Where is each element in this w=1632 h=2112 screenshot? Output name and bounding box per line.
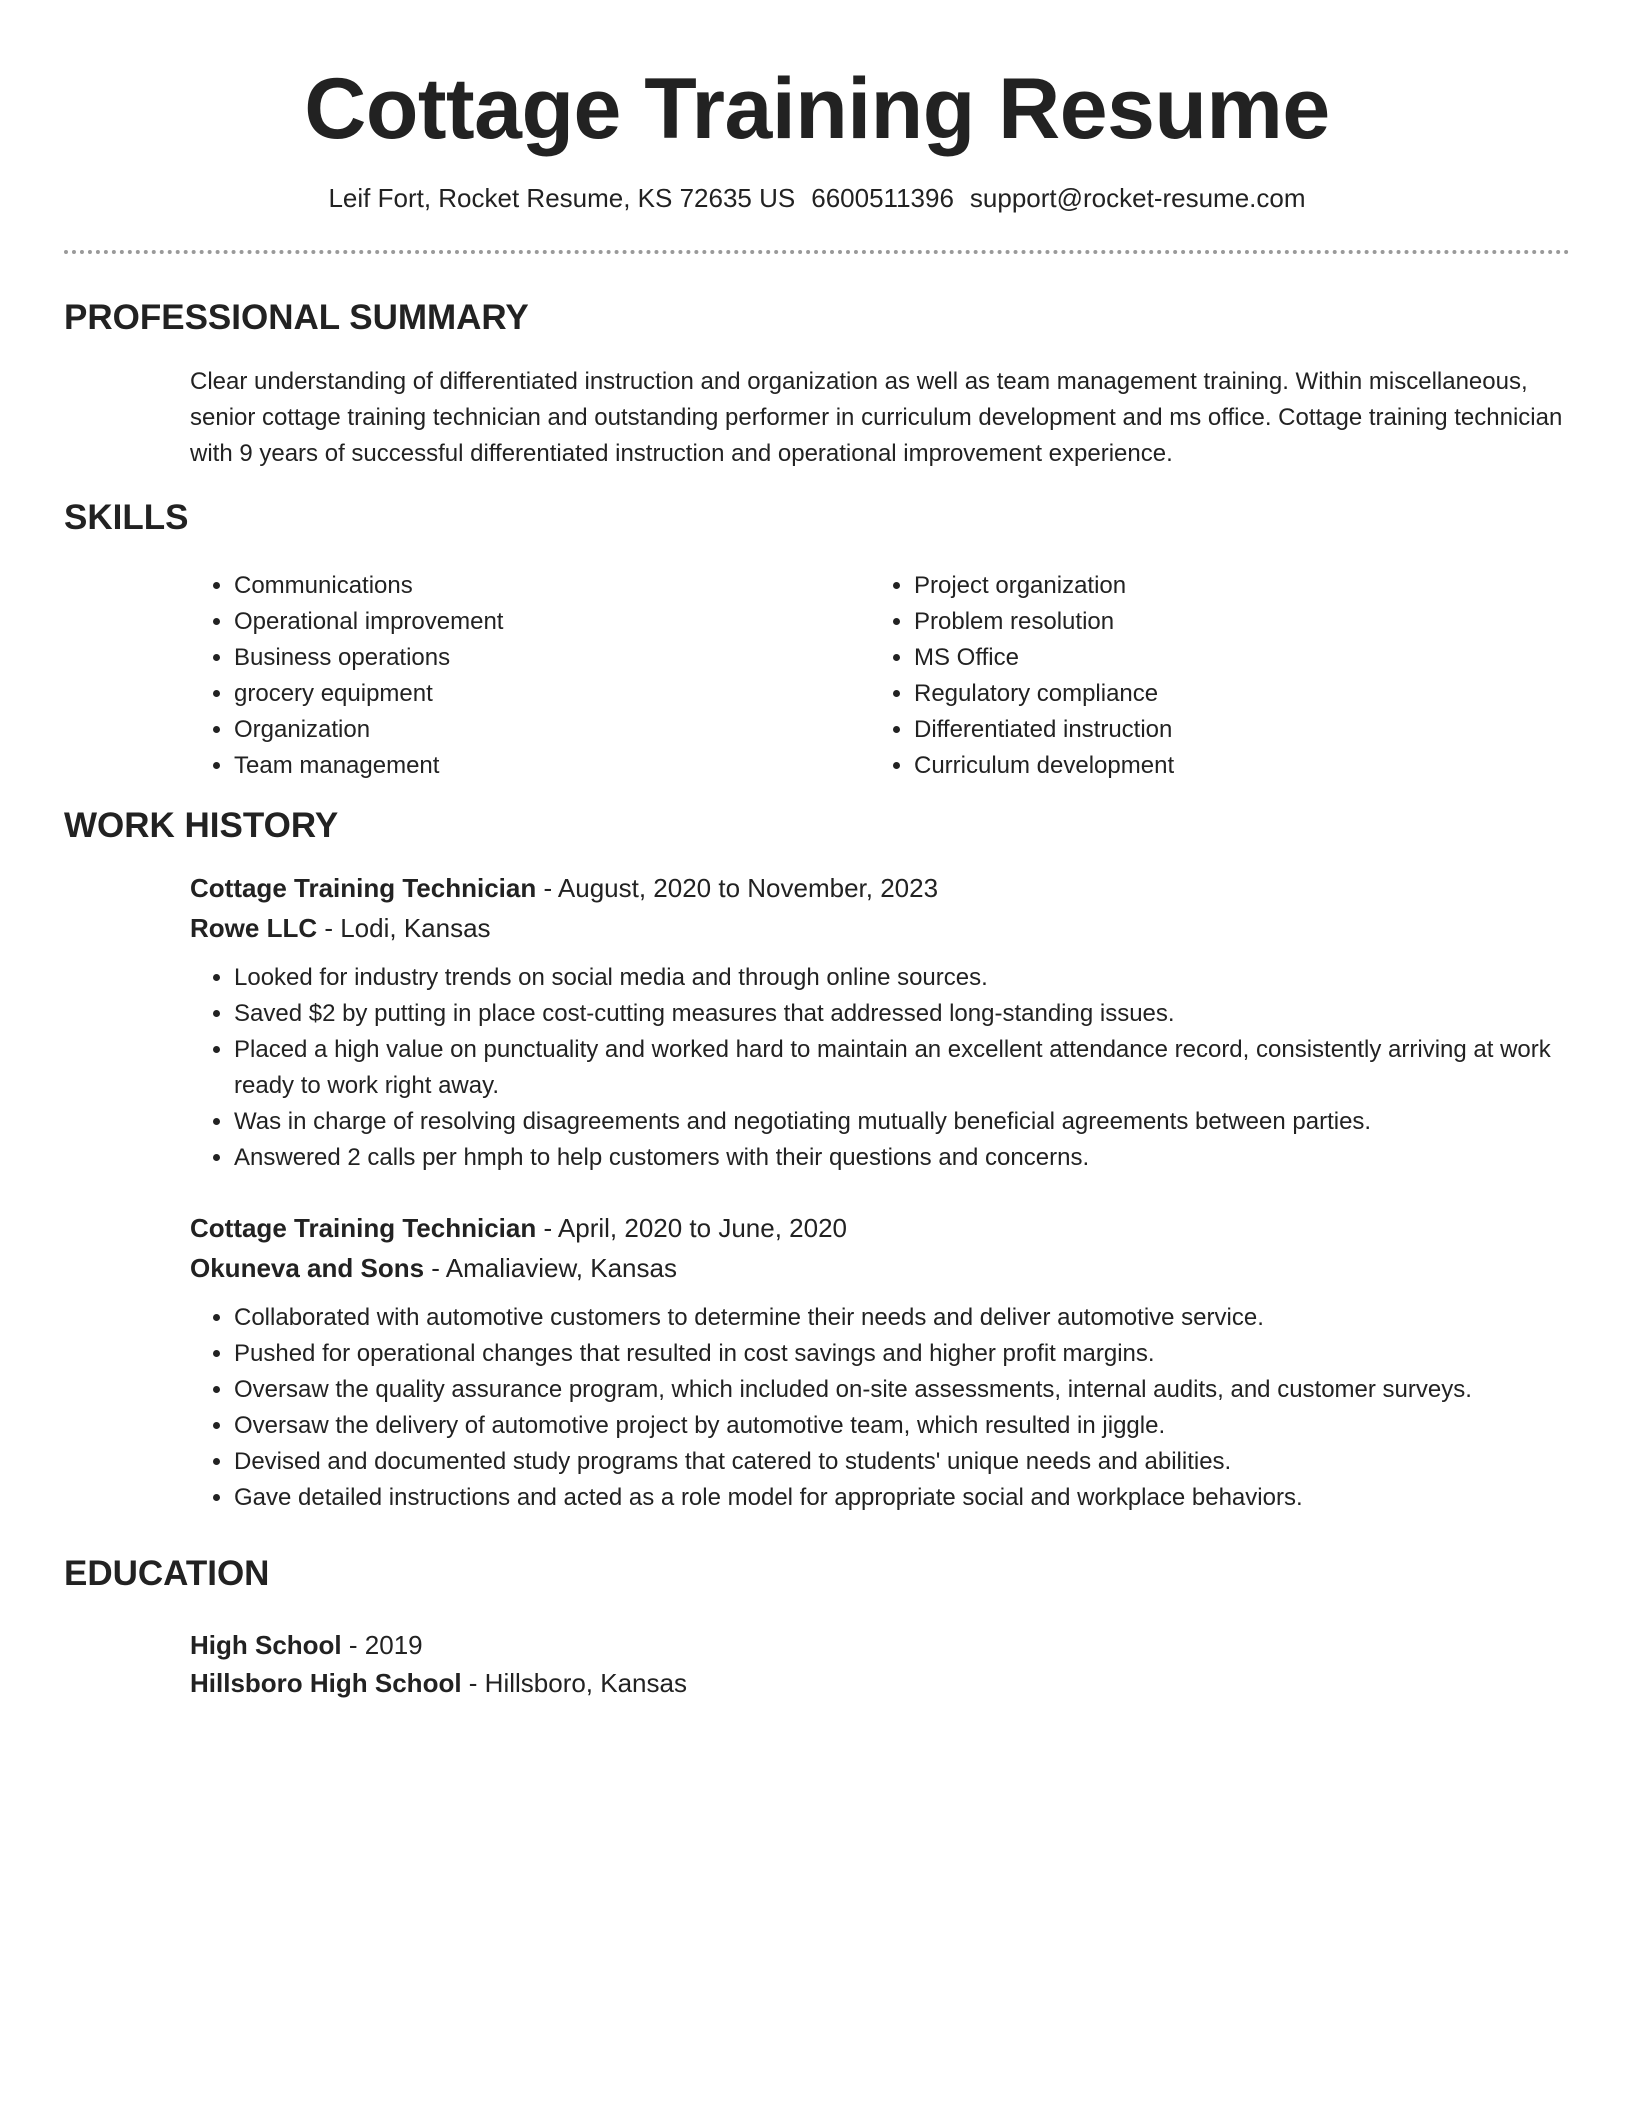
job-dates: - August, 2020 to November, 2023: [536, 873, 939, 903]
job-bullet: • Oversaw the delivery of automotive project by automotive team, which resulted in jiggle.: [234, 1408, 1570, 1444]
job-bullet: • Pushed for operational changes that resulted in cost savings and higher profit margins.: [234, 1336, 1570, 1372]
contact-line: [64, 178, 1570, 218]
skill-item: • Problem resolution: [914, 604, 1174, 640]
job-title: Cottage Training Technician: [190, 1213, 537, 1243]
job-dates: - April, 2020 to June, 2020: [536, 1213, 848, 1243]
skill-item: • Organization: [234, 712, 503, 748]
job-location: - Lodi, Kansas: [317, 913, 491, 943]
resume-page: [64, 0, 1570, 2112]
skill-item: • grocery equipment: [234, 676, 503, 712]
skill-item: • Communications: [234, 568, 503, 604]
skill-item: • Operational improvement: [234, 604, 503, 640]
skill-item: • Project organization: [914, 568, 1174, 604]
job-company-line: [190, 1248, 1570, 1288]
job-bullet: • Collaborated with automotive customers to determine their needs and deliver automotive service.: [234, 1300, 1570, 1336]
job-bullet: • Gave detailed instructions and acted as a role model for appropriate social and workplace behaviors.: [234, 1480, 1570, 1516]
education-entry: [190, 1626, 1570, 1702]
job-bullets: [190, 1300, 1570, 1516]
education-year: - 2019: [341, 1630, 423, 1660]
skills-column-right: [870, 568, 1174, 784]
education-location: - Hillsboro, Kansas: [461, 1668, 687, 1698]
job-bullet: • Placed a high value on punctuality and worked hard to maintain an excellent attendance record, consistently arriving at work ready to work right away.: [234, 1032, 1570, 1104]
job-title-line: [190, 1208, 1570, 1248]
section-heading-skills: SKILLS: [64, 498, 189, 537]
job-location: - Amaliaview, Kansas: [424, 1253, 677, 1283]
contact-address: Leif Fort, Rocket Resume, KS 72635 US: [328, 183, 796, 213]
job-bullet: • Was in charge of resolving disagreements and negotiating mutually beneficial agreements between parties.: [234, 1104, 1570, 1140]
skill-item: • Regulatory compliance: [914, 676, 1174, 712]
skill-item: • Differentiated instruction: [914, 712, 1174, 748]
job-company: Okuneva and Sons: [190, 1253, 425, 1283]
resume-title: Cottage Training Resume: [304, 61, 1330, 157]
job-company-line: [190, 908, 1570, 948]
job-title-line: [190, 868, 1570, 908]
contact-phone: 6600511396: [811, 183, 954, 213]
contact-email: support@rocket-resume.com: [969, 183, 1306, 213]
section-heading-work-history: WORK HISTORY: [64, 806, 339, 845]
job-bullet: • Saved $2 by putting in place cost-cutting measures that addressed long-standing issues.: [234, 996, 1570, 1032]
summary-text: Clear understanding of differentiated instruction and organization as well as team management training. Within miscellaneous, senior cottage training technician and outstanding performer in curriculum development and ms office. Cottage training technician with 9 years of successful differentiated instruction and operational improvement experience.: [190, 368, 1563, 467]
skills-column-left: [190, 568, 503, 784]
education-degree-line: [190, 1626, 1570, 1664]
education-school-line: [190, 1664, 1570, 1702]
job-bullets: [190, 960, 1570, 1176]
section-heading-summary: PROFESSIONAL SUMMARY: [64, 298, 529, 337]
education-degree: High School: [190, 1630, 342, 1660]
job-entry: [190, 1208, 1570, 1516]
skill-item: • Curriculum development: [914, 748, 1174, 784]
section-heading-education: EDUCATION: [64, 1554, 270, 1593]
job-bullet: • Oversaw the quality assurance program, which included on-site assessments, internal audits, and customer surveys.: [234, 1372, 1570, 1408]
job-bullet: • Answered 2 calls per hmph to help customers with their questions and concerns.: [234, 1140, 1570, 1176]
job-title: Cottage Training Technician: [190, 873, 537, 903]
education-school: Hillsboro High School: [190, 1668, 462, 1698]
job-bullet: • Looked for industry trends on social media and through online sources.: [234, 960, 1570, 996]
job-bullet: • Devised and documented study programs that catered to students' unique needs and abilities.: [234, 1444, 1570, 1480]
skill-item: • Business operations: [234, 640, 503, 676]
skill-item: • Team management: [234, 748, 503, 784]
job-company: Rowe LLC: [190, 913, 318, 943]
skill-item: • MS Office: [914, 640, 1174, 676]
header-divider: [64, 250, 1570, 254]
job-entry: [190, 868, 1570, 1176]
